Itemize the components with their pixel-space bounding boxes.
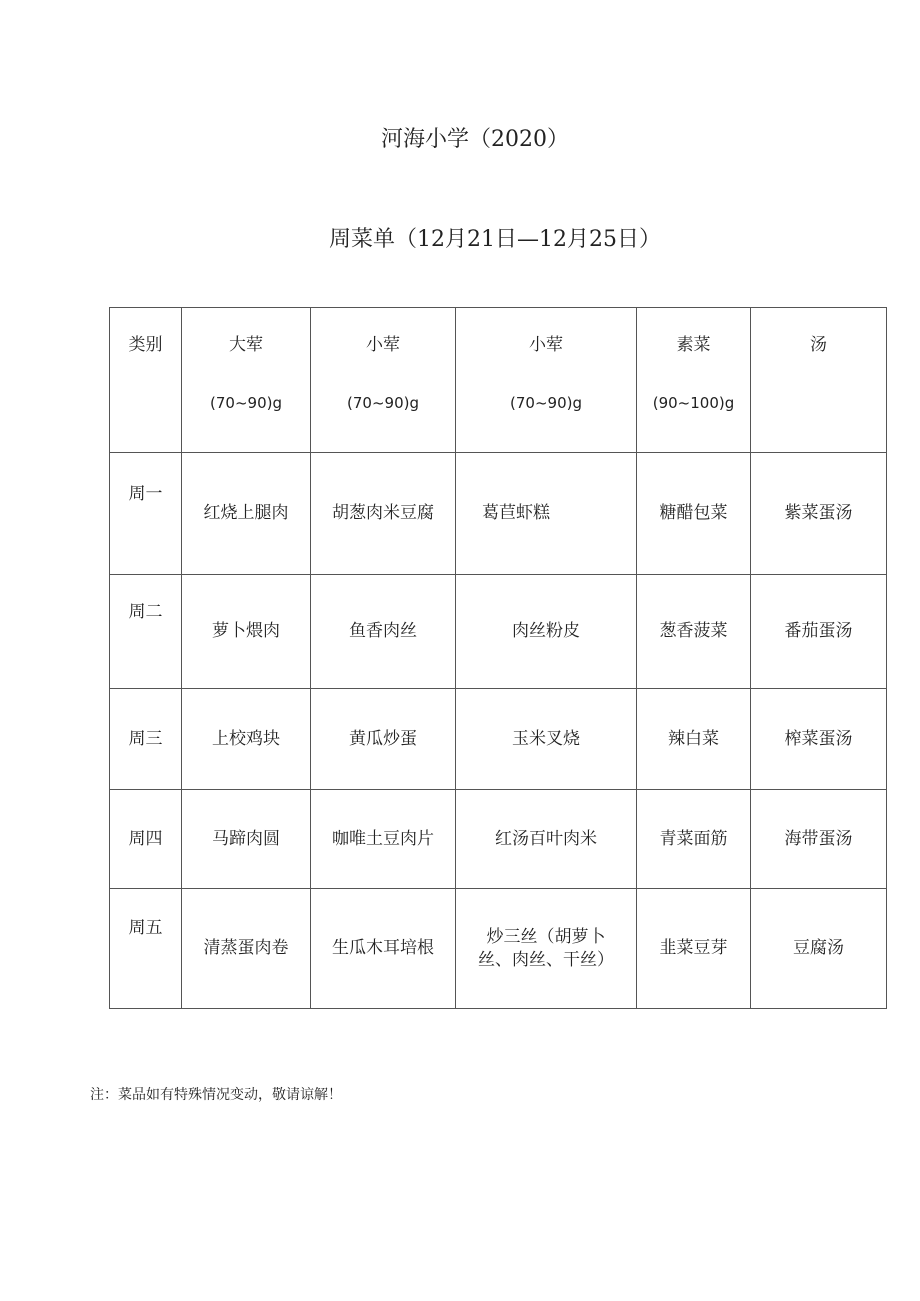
menu-subtitle: 周菜单（12月21日—12月25日） <box>329 227 661 252</box>
table-row-tuesday <box>110 575 887 689</box>
dish-cell: 番茄蛋汤 <box>751 575 887 689</box>
header-size: (70~90)g <box>510 394 582 413</box>
day-label: 周五 <box>110 889 182 1009</box>
day-label: 周四 <box>110 790 182 889</box>
header-label: 小荤 <box>366 335 400 355</box>
dish-cell: 咖唯土豆肉片 <box>311 790 456 889</box>
table-row-wednesday <box>110 689 887 790</box>
dish-cell: 葱香菠菜 <box>637 575 751 689</box>
header-col-5 <box>751 308 887 453</box>
header-size: (70~90)g <box>210 394 282 413</box>
page-title: 河海小学（2020） <box>381 127 569 152</box>
dish-cell: 生瓜木耳培根 <box>311 889 456 1009</box>
header-col-4 <box>637 308 751 453</box>
header-size: (70~90)g <box>347 394 419 413</box>
day-label: 周一 <box>110 453 182 575</box>
dish-cell: 玉米叉烧 <box>456 689 637 790</box>
table-row-friday <box>110 889 887 1009</box>
header-label: 小荤 <box>529 335 563 355</box>
table-row-monday <box>110 453 887 575</box>
dish-cell: 清蒸蛋肉卷 <box>182 889 311 1009</box>
header-col-2 <box>311 308 456 453</box>
header-category: 类别 <box>110 308 182 453</box>
dish-cell: 萝卜煨肉 <box>182 575 311 689</box>
dish-cell: 榨菜蛋汤 <box>751 689 887 790</box>
header-size: (90~100)g <box>652 394 735 413</box>
dish-cell: 豆腐汤 <box>751 889 887 1009</box>
dish-cell: 红烧上腿肉 <box>182 453 311 575</box>
day-label: 周三 <box>110 689 182 790</box>
table-row-thursday <box>110 790 887 889</box>
dish-cell: 黄瓜炒蛋 <box>311 689 456 790</box>
dish-cell: 辣白菜 <box>637 689 751 790</box>
dish-cell: 胡葱肉米豆腐 <box>311 453 456 575</box>
dish-cell: 马蹄肉圆 <box>182 790 311 889</box>
dish-cell: 红汤百叶肉米 <box>456 790 637 889</box>
weekly-menu-table <box>109 307 887 1009</box>
header-label: 大荤 <box>229 335 263 355</box>
dish-cell: 糖醋包菜 <box>637 453 751 575</box>
dish-cell: 鱼香肉丝 <box>311 575 456 689</box>
table-header-row <box>110 308 887 453</box>
header-col-1 <box>182 308 311 453</box>
dish-cell: 紫菜蛋汤 <box>751 453 887 575</box>
dish-cell: 葛苣虾糕 <box>456 453 637 575</box>
footnote: 注：菜品如有特殊情况变动，敬请谅解！ <box>90 1087 342 1103</box>
dish-cell: 海带蛋汤 <box>751 790 887 889</box>
dish-cell: 青菜面筋 <box>637 790 751 889</box>
header-label: 汤 <box>810 335 827 355</box>
day-label: 周二 <box>110 575 182 689</box>
header-label: 素菜 <box>676 335 711 355</box>
dish-cell: 韭菜豆芽 <box>637 889 751 1009</box>
dish-cell: 肉丝粉皮 <box>456 575 637 689</box>
dish-cell: 炒三丝（胡萝卜丝、肉丝、干丝） <box>456 889 637 1009</box>
dish-cell: 上校鸡块 <box>182 689 311 790</box>
header-col-3 <box>456 308 637 453</box>
